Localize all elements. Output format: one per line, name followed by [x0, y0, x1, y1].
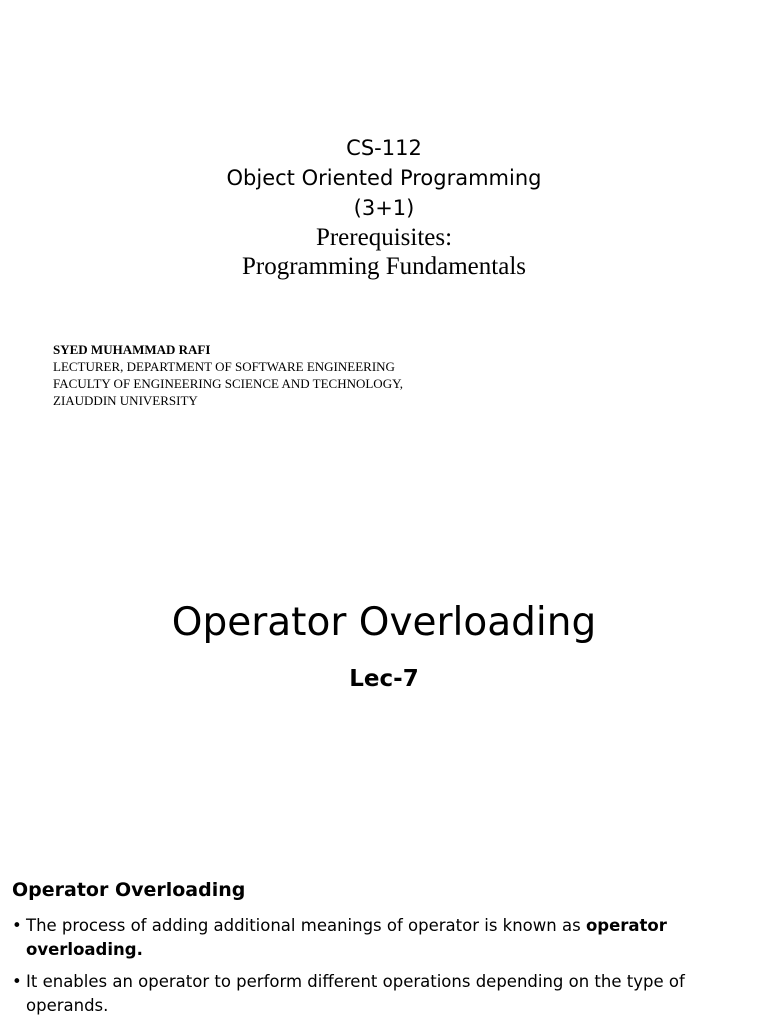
- content-slide: [0, 860, 768, 1024]
- instructor-name: SYED MUHAMMAD RAFI: [53, 342, 211, 357]
- course-code: CS-112: [346, 136, 422, 160]
- course-title: Object Oriented Programming: [226, 166, 542, 190]
- instructor-position: LECTURER, DEPARTMENT OF SOFTWARE ENGINEERING: [53, 359, 395, 374]
- lecture-title: Operator Overloading: [171, 600, 597, 645]
- content-heading: Operator Overloading: [12, 879, 246, 901]
- bullet-item: [12, 970, 752, 1018]
- bullet-icon: •: [12, 972, 22, 991]
- instructor-faculty: FACULTY OF ENGINEERING SCIENCE AND TECHNOLOGY,: [53, 376, 404, 391]
- credit-hours: (3+1): [353, 196, 415, 220]
- prerequisites-label: Prerequisites:: [315, 224, 453, 251]
- course-title-slide: [0, 0, 768, 430]
- bullet-icon: •: [12, 916, 22, 935]
- bullet-item: [12, 914, 752, 962]
- bullet-text: It enables an operator to perform different operations depending on the type of operands.: [26, 972, 685, 1015]
- bullet-bold-text: operator overloading.: [26, 916, 667, 959]
- prerequisite-course: Programming Fundamentals: [242, 253, 526, 280]
- instructor-university: ZIAUDDIN UNIVERSITY: [53, 393, 198, 408]
- lecture-title-slide: [0, 430, 768, 860]
- bullet-list: [12, 914, 752, 1026]
- course-info: [0, 133, 768, 281]
- instructor-info: [53, 341, 403, 409]
- bullet-text: The process of adding additional meanings of operator is known as: [26, 916, 586, 935]
- lecture-number: Lec-7: [349, 666, 419, 692]
